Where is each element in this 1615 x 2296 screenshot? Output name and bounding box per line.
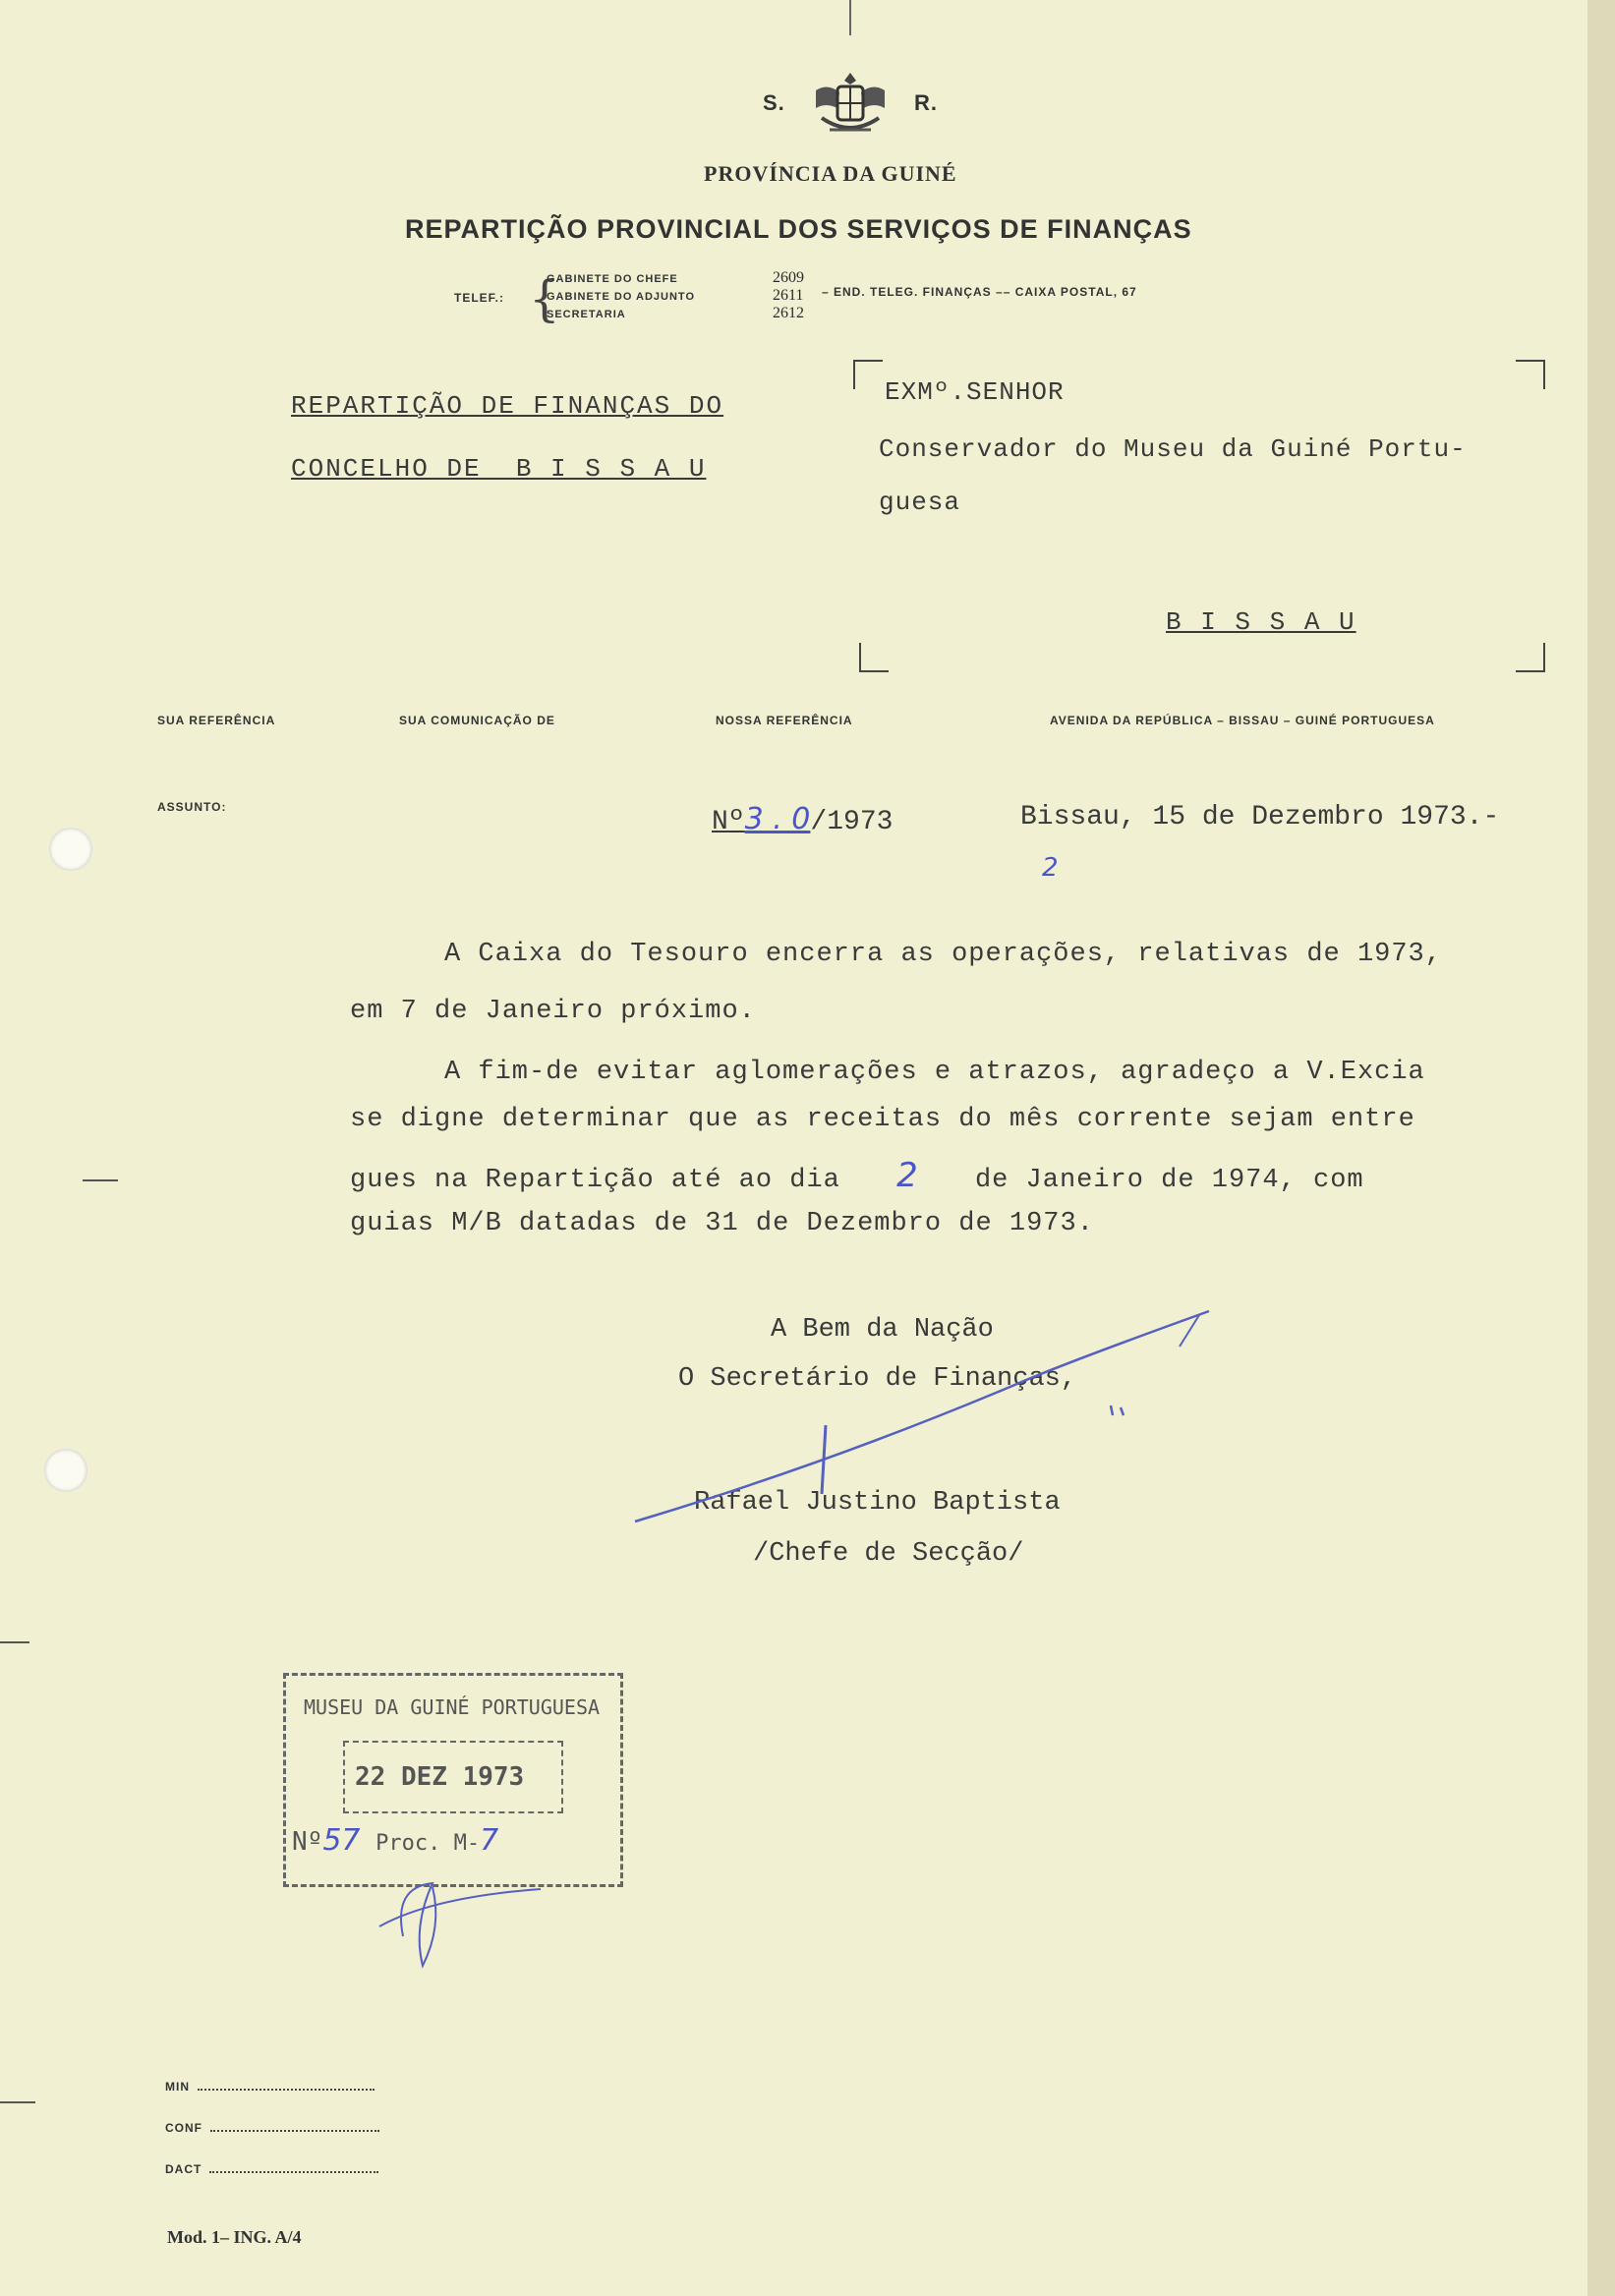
- coat-of-arms-icon: [808, 69, 893, 142]
- window-corner-tr: [1516, 360, 1545, 389]
- addressee-line-1: Conservador do Museu da Guiné Portu-: [879, 434, 1467, 464]
- window-corner-tl: [853, 360, 883, 389]
- body-text: gues na Repartição até ao dia: [350, 1166, 840, 1195]
- province-title: PROVÍNCIA DA GUINÉ: [704, 161, 957, 186]
- nossa-referencia-label: NOSSA REFERÊNCIA: [716, 714, 853, 727]
- signatory-name: Rafael Justino Baptista: [694, 1488, 1061, 1518]
- reference-suffix: /1973: [810, 807, 894, 837]
- sender-line-2: CONCELHO DE B I S S A U: [291, 454, 707, 484]
- assunto-label: ASSUNTO:: [157, 800, 227, 814]
- addressee-city: B I S S A U: [1166, 607, 1356, 637]
- letter-date: Bissau, 15 de Dezembro 1973.-: [1020, 802, 1500, 832]
- margin-handwritten-mark: 2: [1042, 853, 1059, 883]
- stamp-date-box: [343, 1741, 563, 1813]
- footer-conf-label: CONF: [165, 2121, 202, 2135]
- stamp-proc-value: 7: [480, 1823, 499, 1858]
- header-left-letter: S.: [763, 90, 785, 115]
- reference-prefix: Nº: [712, 807, 745, 837]
- sua-comunicacao-label: SUA COMUNICAÇÃO DE: [399, 714, 555, 727]
- museum-receipt-stamp: [283, 1673, 623, 1887]
- stamp-institution: MUSEU DA GUINÉ PORTUGUESA: [304, 1695, 601, 1719]
- phone-brace: {: [529, 270, 560, 327]
- footer-conf: [165, 2121, 379, 2135]
- reference-handwritten: 3 . 0: [744, 802, 811, 836]
- stamp-number-row: [292, 1823, 498, 1858]
- reference-number: [712, 802, 893, 837]
- footer-dact-label: DACT: [165, 2162, 202, 2176]
- body-line: A Caixa do Tesouro encerra as operações, relativas de 1973,: [444, 940, 1442, 969]
- body-line: em 7 de Janeiro próximo.: [350, 997, 756, 1026]
- binder-hole-top: [49, 828, 92, 871]
- phone-label: SECRETARIA: [547, 309, 626, 320]
- office-address: AVENIDA DA REPÚBLICA – BISSAU – GUINÉ PORTUGUESA: [1050, 714, 1435, 727]
- telef-label: TELEF.:: [454, 291, 504, 305]
- form-model-number: Mod. 1– ING. A/4: [167, 2227, 302, 2247]
- phone-number: 2609: [773, 269, 804, 286]
- stamp-proc-label: Proc. M-: [375, 1831, 481, 1856]
- footer-min: [165, 2080, 375, 2094]
- sua-referencia-label: SUA REFERÊNCIA: [157, 714, 276, 727]
- closing-line-2: O Secretário de Finanças,: [678, 1364, 1077, 1394]
- phone-number: 2612: [773, 305, 804, 321]
- telegraph-address: – END. TELEG. FINANÇAS –– CAIXA POSTAL, 67: [822, 285, 1137, 299]
- stamp-no-value: 57: [322, 1823, 361, 1858]
- closing-line-1: A Bem da Nação: [771, 1315, 994, 1345]
- header-right-letter: R.: [914, 90, 938, 115]
- body-text: de Janeiro de 1974, com: [974, 1166, 1364, 1195]
- signatory-title: /Chefe de Secção/: [753, 1539, 1024, 1569]
- sender-line-1: REPARTIÇÃO DE FINANÇAS DO: [291, 391, 724, 421]
- body-line: A fim-de evitar aglomerações e atrazos, agradeço a V.Excia: [444, 1058, 1425, 1087]
- phone-list: [547, 269, 841, 322]
- footer-dact: [165, 2162, 378, 2176]
- phone-number: 2611: [773, 287, 804, 304]
- footer-min-label: MIN: [165, 2080, 190, 2094]
- stamp-no-label: Nº: [292, 1827, 323, 1857]
- body-line: guias M/B datadas de 31 de Dezembro de 1973.: [350, 1209, 1094, 1238]
- window-corner-bl: [859, 643, 889, 672]
- phone-label: GABINETE DO ADJUNTO: [547, 291, 696, 303]
- binder-hole-bottom: [44, 1449, 87, 1492]
- department-title: REPARTIÇÃO PROVINCIAL DOS SERVIÇOS DE FINANÇAS: [405, 214, 1192, 244]
- margin-tick: [0, 2101, 35, 2103]
- addressee-salutation: EXMº.SENHOR: [885, 377, 1065, 407]
- signature: [629, 1307, 1219, 1533]
- phone-label: GABINETE DO CHEFE: [547, 273, 678, 285]
- margin-tick: [0, 1641, 29, 1643]
- body-line: [350, 1156, 1364, 1195]
- page-edge: [1587, 0, 1615, 2296]
- window-corner-br: [1516, 643, 1545, 672]
- stamp-date: 22 DEZ 1973: [355, 1762, 525, 1792]
- top-fold-mark: [849, 0, 851, 35]
- handwritten-day: 2: [896, 1156, 919, 1195]
- addressee-line-2: guesa: [879, 488, 961, 517]
- stamp-initials: [374, 1867, 550, 1976]
- body-line: se digne determinar que as receitas do mês corrente sejam entre: [350, 1105, 1415, 1134]
- margin-tick: [83, 1179, 118, 1181]
